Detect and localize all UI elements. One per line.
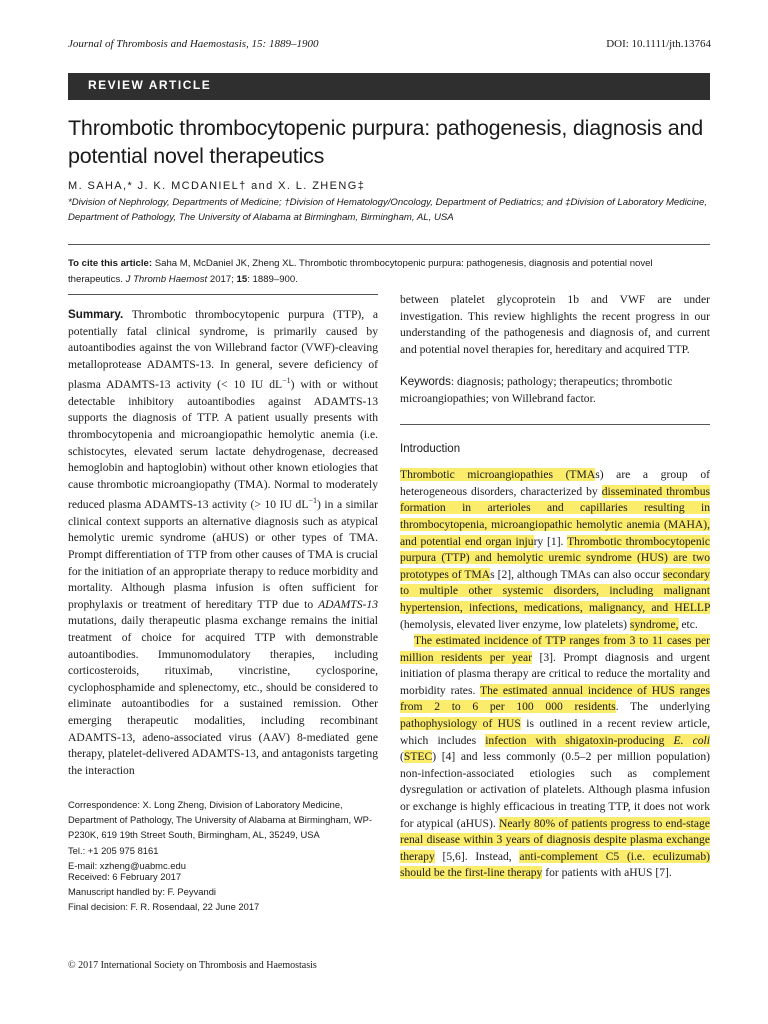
text: ( [400,750,404,764]
citation-label: To cite this article: [68,258,153,269]
citation-journal: J Thromb Haemost [125,274,208,285]
doi-header: DOI: 10.1111/jth.13764 [606,38,711,50]
summary-label: Summary. [68,308,124,321]
correspondence-email[interactable]: E-mail: xzheng@uabmc.edu [68,859,186,871]
highlight: pathophysiology of HUS [400,717,521,731]
received-date: Received: 6 February 2017 [68,871,182,882]
text: s) are a group of heterogeneous disorders, characterized by [400,468,710,498]
divider-summary [68,294,378,295]
correspondence-block [68,797,388,873]
summary-sup: −1 [282,376,291,386]
citation-text: Saha M, McDaniel JK, Zheng XL. Thrombotic thrombocytopenic purpura: pathogenesis, diagnosis and potential novel therapeutics. [68,258,653,285]
summary-sup: −1 [308,496,317,506]
citation-pages: : 1889–900. [247,274,298,285]
divider-intro [400,424,710,425]
intro-heading: Introduction [400,442,461,455]
citation-volume: 15 [236,274,248,285]
highlight: The estimated annual incidence of HUS ranges from 2 to 6 per 100 000 residents [400,683,710,714]
text: is outlined in a recent review article, which includes [400,717,711,747]
highlight: syndrome, [629,617,679,631]
final-decision: Final decision: F. R. Rosendaal, 22 June 2017 [68,901,260,913]
highlight: The estimated incidence of TTP ranges from 3 to 11 cases per million residents per year [400,634,710,664]
highlight: disseminated thrombus formation in arterioles and capillaries resulting in thrombocytopenia, microangiopathic hemolytic anemia (MAHA), and potential end organ inju [400,484,711,548]
summary-continued: between platelet glycoprotein 1b and VWF are under investigation. This review highlights the recent progress in our understanding of the pathogenesis and diagnosis of, and current and potential novel therapies for, hereditary and acquired TTP. [400,293,710,356]
highlight: infection with shigatoxin-producing [485,733,674,747]
right-column [400,292,710,882]
text: ry [1]. [533,534,568,548]
text: etc. [678,617,698,631]
citation-block [68,256,710,288]
citation-year: 2017; [207,274,237,285]
left-column [68,307,378,779]
divider-top [68,244,710,245]
highlight: secondary to multiple other systemic disorders, including malignant hypertension, infections, medications, malignancy, and HELLP [400,567,710,614]
highlight: Thrombotic thrombocytopenic purpura (TTP) and hemolytic uremic syndrome (HUS) are two prototypes of TMA [400,534,710,581]
affiliations: *Division of Nephrology, Departments of Medicine; †Division of Hematology/Oncology, Department of Pediatrics; and ‡Division of Laboratory Medicine, Department of Pathology, The University of Alabama at Birmingham, Birmingham, AL, USA [68,197,707,223]
journal-header: Journal of Thrombosis and Haemostasis, 15: 1889–1900 [68,38,319,50]
handled-by: Manuscript handled by: F. Peyvandi [68,886,216,898]
highlight: anti-complement C5 (i.e. eculizumab) should be the first-line therapy [400,849,710,880]
correspondence-tel: Tel.: +1 205 975 8161 [68,844,159,856]
text: [3]. Prompt diagnosis and urgent initiation of plasma therapy are critical to reduce the mortality and morbidity rates. [400,650,710,697]
keywords-label: Keywords [400,375,451,389]
highlight: Thrombotic microangiopathies (TMA [400,468,596,482]
summary-text: mutations, daily therapeutic plasma exchange remains the initial treatment of choice for acquired TTP with demonstrable autoantibodies. Immunomodulatory therapies, including corticosteroids, rituximab, vincristine, cyclosporine, cyclophosphamide and splenectomy, etc., should be considered to eliminate autoantibodies for a sustained remission. Other emerging therapeutic modalities, including recombinant ADAMTS-13, adeno-associated virus (AAV) 8-mediated gene therapy, platelet-delivered ADAMTS-13, and antagonists targeting the interaction [68,614,378,777]
dates-block [68,869,388,915]
author-list: M. SAHA,* J. K. MCDANIEL† and X. L. ZHENG‡ [68,180,366,192]
article-title: Thrombotic thrombocytopenic purpura: pathogenesis, diagnosis and potential novel therapeutics [68,116,703,168]
keywords [400,374,710,407]
text: . The underlying [615,700,711,714]
summary-text: ) with or without detectable inhibitory autoantibodies against ADAMTS-13 supports the diagnosis of TTP. A patient usually presents with thrombocytopenia and microangiopathic hemolytic anemia (i.e. schistocytes, elevated serum lactate dehydrogenase, decreased hemoglobin and haptoglobin) without other known etiologies that cause thrombotic microangiopathy (TMA). Normal to moderately reduced plasma ADAMTS-13 activity (> 10 IU dL [68,378,378,512]
keywords-text: : diagnosis; pathology; therapeutics; thrombotic microangiopathies; von Willebrand factor. [400,375,673,405]
text: [5,6]. Instead, [434,849,520,863]
highlight: E. coli [673,733,710,747]
summary-text: Thrombotic thrombocytopenic purpura (TTP), a potentially fatal clinical syndrome, is primarily caused by autoantibodies against the von Willebrand factor (VWF)-cleaving metalloprotease ADAMTS-13. In general, severe deficiency of plasma ADAMTS-13 activity (< 10 IU dL [68,308,378,392]
text: ) [4] and less commonly (0.5–2 per million population) non-infection-associated etiologies such as complement dysregulation or activation of platelets. Although plasma infusion or exchange is highly efficacious in treating TTP, it does not work for atypical (aHUS). [400,750,710,830]
correspondence-text: Correspondence: X. Long Zheng, Division of Laboratory Medicine, Department of Pathology, The University of Alabama at Birmingham, WP-P230K, 619 19th Street South, Birmingham, AL, 35249, USA [68,799,372,841]
text: for patients with aHUS [7]. [542,866,672,880]
highlight: Nearly 80% of patients progress to end-stage renal disease within 3 years of diagnosis despite plasma exchange therapy [400,816,710,863]
summary-text: ) in a similar clinical context supports an alternative diagnosis such as atypical hemolytic uremic syndrome (aHUS) or other types of TMA. Prompt differentiation of TTP from other causes of TMA is crucial for the initiation of an appropriate therapy to reduce morbidity and mortality. Although plasma infusion is often sufficient for prophylaxis or treatment of hereditary TTP due to [68,498,379,611]
article-type-label: REVIEW ARTICLE [88,78,212,92]
intro-paragraph-2 [400,633,710,882]
text: s [2], although TMAs can also occur [490,567,663,581]
copyright-notice: © 2017 International Society on Thrombosis and Haemostasis [68,960,317,971]
text: (hemolysis, elevated liver enzyme, low platelets) [400,617,630,631]
intro-paragraph-1 [400,467,710,633]
summary-paragraph [68,307,378,779]
highlight: STEC [403,750,433,764]
gene-name: ADAMTS-13 [318,597,378,611]
